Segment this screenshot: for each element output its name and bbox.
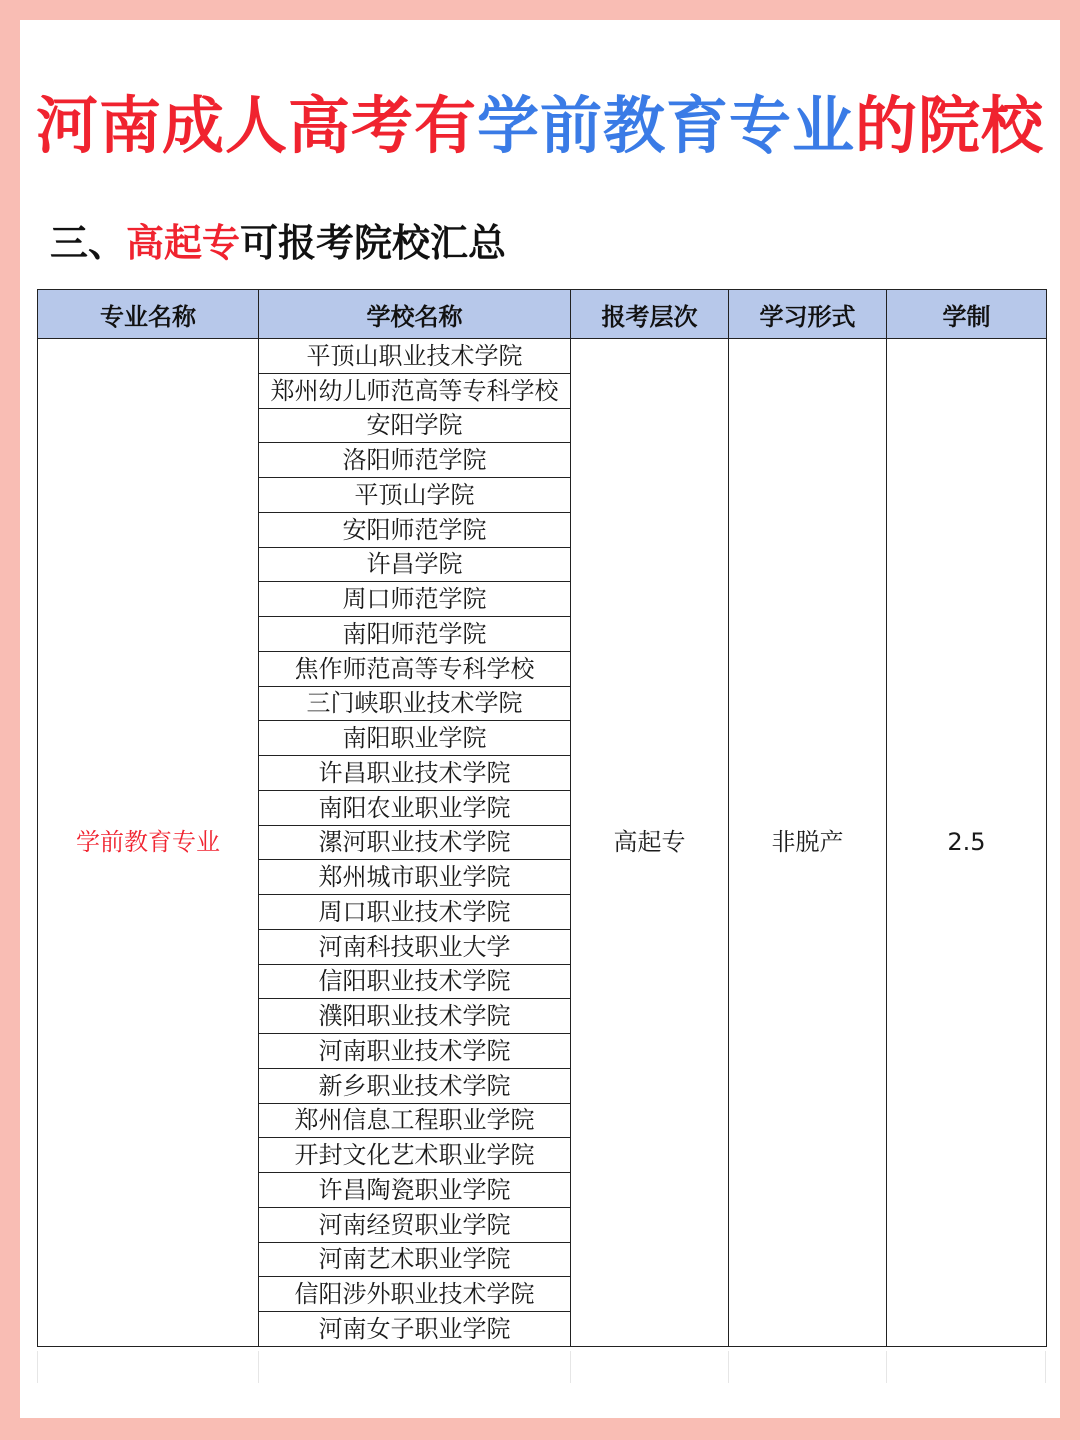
school-name-cell: 郑州城市职业学院	[259, 860, 571, 895]
subtitle-suffix: 可报考院校汇总	[240, 221, 507, 265]
trail-line	[1045, 1351, 1046, 1383]
school-name-cell: 河南女子职业学院	[259, 1312, 571, 1347]
duration-cell: 2.5	[887, 339, 1047, 1347]
school-name-cell: 洛阳师范学院	[259, 443, 571, 478]
school-name-cell: 漯河职业技术学院	[259, 825, 571, 860]
school-name-cell: 南阳师范学院	[259, 617, 571, 652]
school-name-cell: 安阳师范学院	[259, 512, 571, 547]
school-name-cell: 许昌职业技术学院	[259, 756, 571, 791]
trail-line	[37, 1351, 38, 1383]
school-name-cell: 河南艺术职业学院	[259, 1242, 571, 1277]
school-name-cell: 郑州幼儿师范高等专科学校	[259, 373, 571, 408]
level-cell: 高起专	[571, 339, 729, 1347]
table-trailing-gridlines	[37, 1351, 1046, 1383]
school-name-cell: 三门峡职业技术学院	[259, 686, 571, 721]
subtitle-highlight: 高起专	[126, 221, 241, 265]
school-name-cell: 河南科技职业大学	[259, 929, 571, 964]
school-name-cell: 河南职业技术学院	[259, 1034, 571, 1069]
table-body	[38, 339, 1047, 1347]
title-part-2-highlight: 学前教育专业	[476, 89, 855, 162]
school-name-cell: 濮阳职业技术学院	[259, 999, 571, 1034]
school-name-cell: 信阳涉外职业技术学院	[259, 1277, 571, 1312]
table-header-row	[38, 290, 1047, 339]
school-name-cell: 周口职业技术学院	[259, 895, 571, 930]
school-name-cell: 平顶山职业技术学院	[259, 339, 571, 374]
section-subtitle	[50, 216, 506, 270]
school-name-cell: 周口师范学院	[259, 582, 571, 617]
school-name-cell: 南阳农业职业学院	[259, 790, 571, 825]
title-part-3: 的院校	[855, 89, 1045, 162]
school-name-cell: 河南经贸职业学院	[259, 1207, 571, 1242]
header-major: 专业名称	[38, 290, 259, 339]
school-name-cell: 信阳职业技术学院	[259, 964, 571, 999]
header-duration: 学制	[887, 290, 1047, 339]
content-card	[20, 20, 1060, 1418]
schools-table	[37, 289, 1047, 1347]
page-title	[20, 84, 1060, 168]
header-school: 学校名称	[259, 290, 571, 339]
school-name-cell: 郑州信息工程职业学院	[259, 1103, 571, 1138]
trail-line	[258, 1351, 259, 1383]
trail-line	[728, 1351, 729, 1383]
school-name-cell: 许昌陶瓷职业学院	[259, 1173, 571, 1208]
table-row	[38, 339, 1047, 374]
header-form: 学习形式	[729, 290, 887, 339]
school-name-cell: 焦作师范高等专科学校	[259, 651, 571, 686]
header-level: 报考层次	[571, 290, 729, 339]
school-name-cell: 许昌学院	[259, 547, 571, 582]
subtitle-prefix: 三、	[50, 221, 127, 265]
school-name-cell: 开封文化艺术职业学院	[259, 1138, 571, 1173]
trail-line	[886, 1351, 887, 1383]
school-name-cell: 新乡职业技术学院	[259, 1068, 571, 1103]
major-cell: 学前教育专业	[38, 339, 259, 1347]
school-name-cell: 安阳学院	[259, 408, 571, 443]
school-name-cell: 平顶山学院	[259, 478, 571, 513]
title-part-1: 河南成人高考有	[35, 89, 477, 162]
school-name-cell: 南阳职业学院	[259, 721, 571, 756]
trail-line	[570, 1351, 571, 1383]
form-cell: 非脱产	[729, 339, 887, 1347]
